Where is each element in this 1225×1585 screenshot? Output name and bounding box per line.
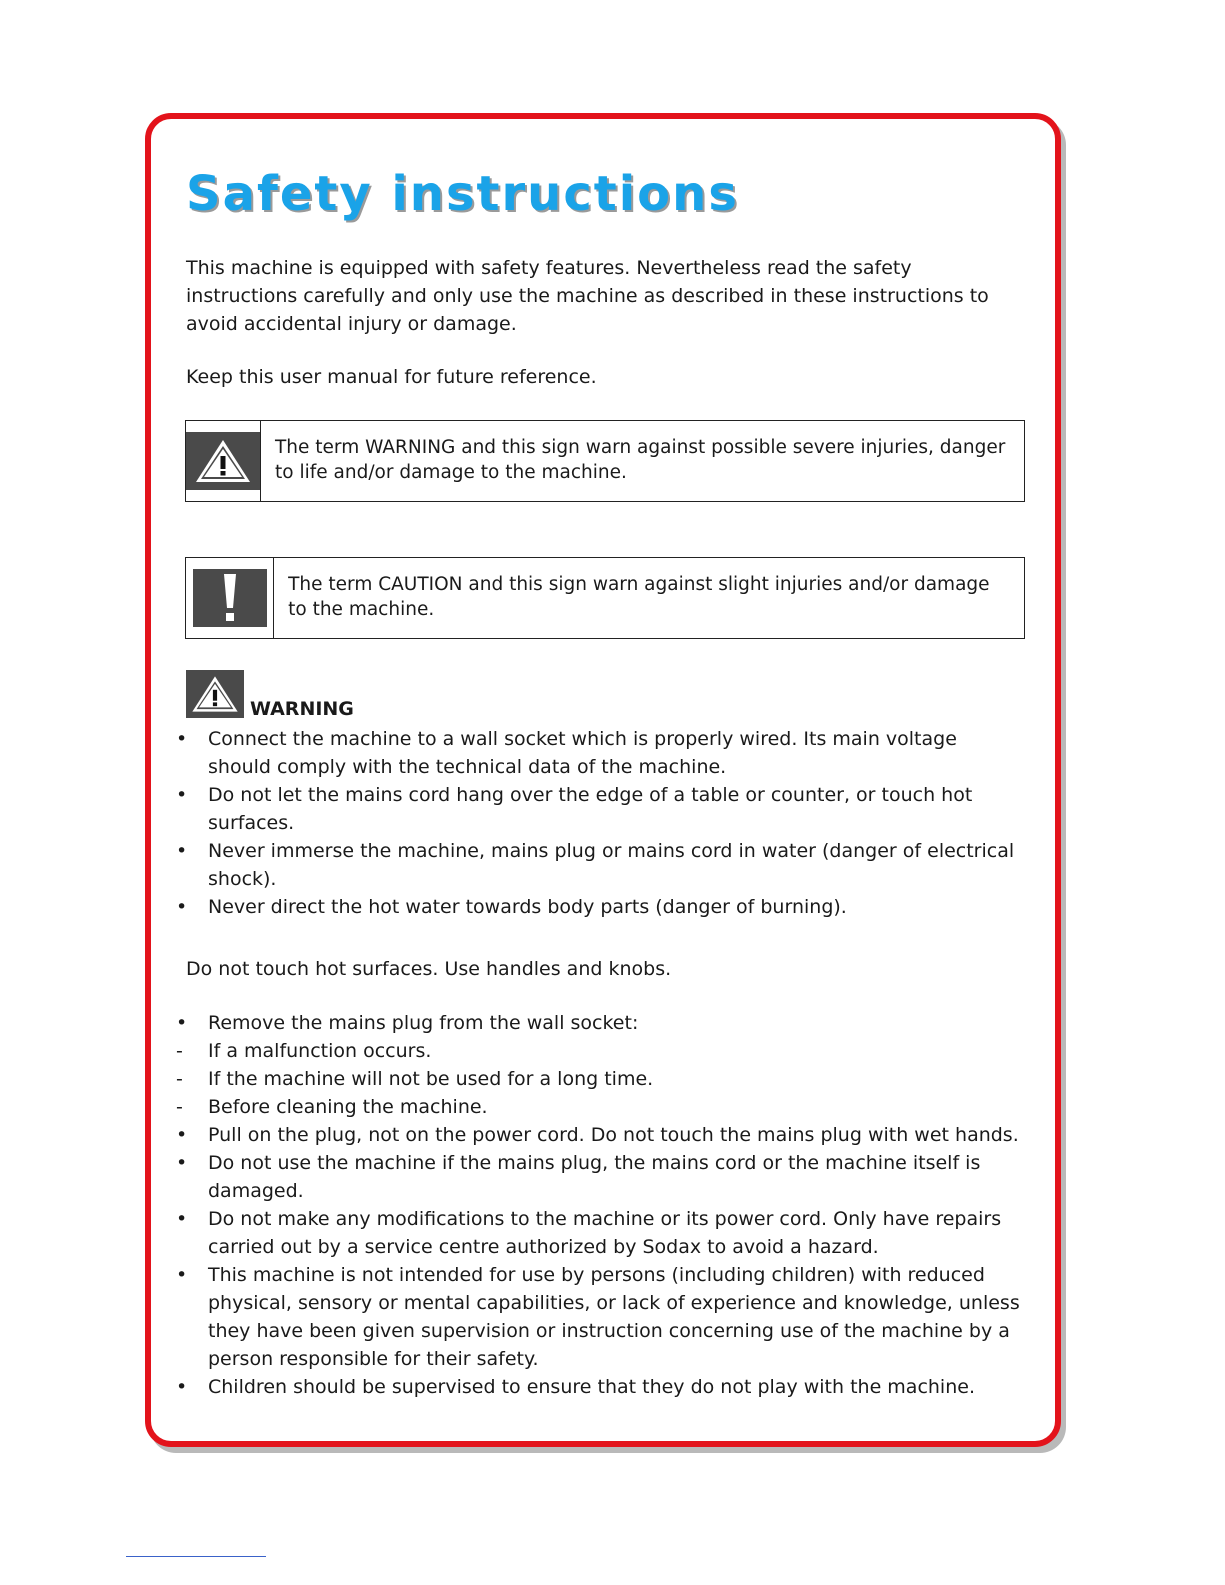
list-item: • Never direct the hot water towards body parts (danger of burning). [176, 896, 847, 918]
warning-list [170, 725, 1020, 921]
warning-triangle-icon [186, 670, 244, 718]
page-title: Safety instructions [186, 166, 739, 222]
list-item: • Do not let the mains cord hang over the edge of a table or counter, or touch hot surfaces. [176, 784, 973, 834]
warning-definition-box [185, 420, 1025, 502]
warning-heading [186, 670, 354, 718]
footer-link-underline [126, 1556, 266, 1557]
list-item: - If the machine will not be used for a long time. [176, 1068, 654, 1090]
list-item: - If a malfunction occurs. [176, 1040, 432, 1062]
warning-definition-text: The term WARNING and this sign warn against possible severe injuries, danger to life and/or damage to the machine. [275, 437, 1006, 483]
list-item: • Children should be supervised to ensure that they do not play with the machine. [176, 1376, 975, 1398]
safety-list [170, 1009, 1020, 1401]
caution-definition-text: The term CAUTION and this sign warn against slight injuries and/or damage to the machine. [288, 574, 990, 620]
list-item: • Never immerse the machine, mains plug or mains cord in water (danger of electrical shock). [176, 840, 1015, 890]
list-item: • Do not make any modifications to the machine or its power cord. Only have repairs carried out by a service centre authorized by Sodax to avoid a hazard. [176, 1208, 1002, 1258]
exclamation-icon [193, 569, 267, 627]
caution-definition-box [185, 557, 1025, 639]
list-item: • Pull on the plug, not on the power cord. Do not touch the mains plug with wet hands. [176, 1124, 1019, 1146]
keep-manual-note: Keep this user manual for future reference. [186, 366, 597, 388]
warning-triangle-icon [186, 432, 260, 490]
list-item: • Connect the machine to a wall socket which is properly wired. Its main voltage should comply with the technical data of the machine. [176, 728, 957, 778]
list-item: • Do not use the machine if the mains plug, the mains cord or the machine itself is damaged. [176, 1152, 981, 1202]
intro-paragraph: This machine is equipped with safety features. Nevertheless read the safety instructions carefully and only use the machine as described in these instructions to avoid accidental injury or damage. [186, 257, 989, 335]
list-item: - Before cleaning the machine. [176, 1096, 488, 1118]
hot-surfaces-note: Do not touch hot surfaces. Use handles and knobs. [186, 958, 672, 980]
list-item: • Remove the mains plug from the wall socket: [176, 1012, 639, 1034]
warning-heading-label: WARNING [250, 698, 354, 720]
list-item: • This machine is not intended for use by persons (including children) with reduced physical, sensory or mental capabilities, or lack of experience and knowledge, unless they have been given supervision or instruction concerning use of the machine by a person responsible for their safety. [176, 1264, 1020, 1370]
